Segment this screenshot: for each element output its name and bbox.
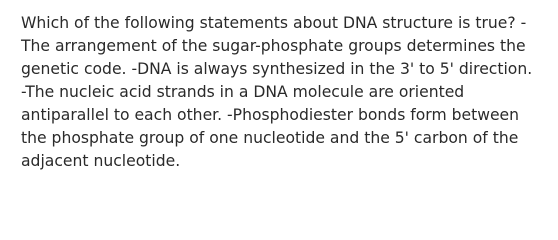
- question-line: adjacent nucleotide.: [21, 152, 181, 170]
- question-line: Which of the following statements about DNA structure is true? -: [21, 14, 527, 32]
- question-line: antiparallel to each other. -Phosphodiester bonds form between: [21, 106, 520, 124]
- question-line: the phosphate group of one nucleotide and the 5' carbon of the: [21, 129, 519, 147]
- question-line: -The nucleic acid strands in a DNA molecule are oriented: [21, 83, 465, 101]
- question-line: genetic code. -DNA is always synthesized in the 3' to 5' direction.: [21, 60, 533, 78]
- question-text: [21, 12, 543, 173]
- question-line: The arrangement of the sugar-phosphate groups determines the: [21, 37, 526, 55]
